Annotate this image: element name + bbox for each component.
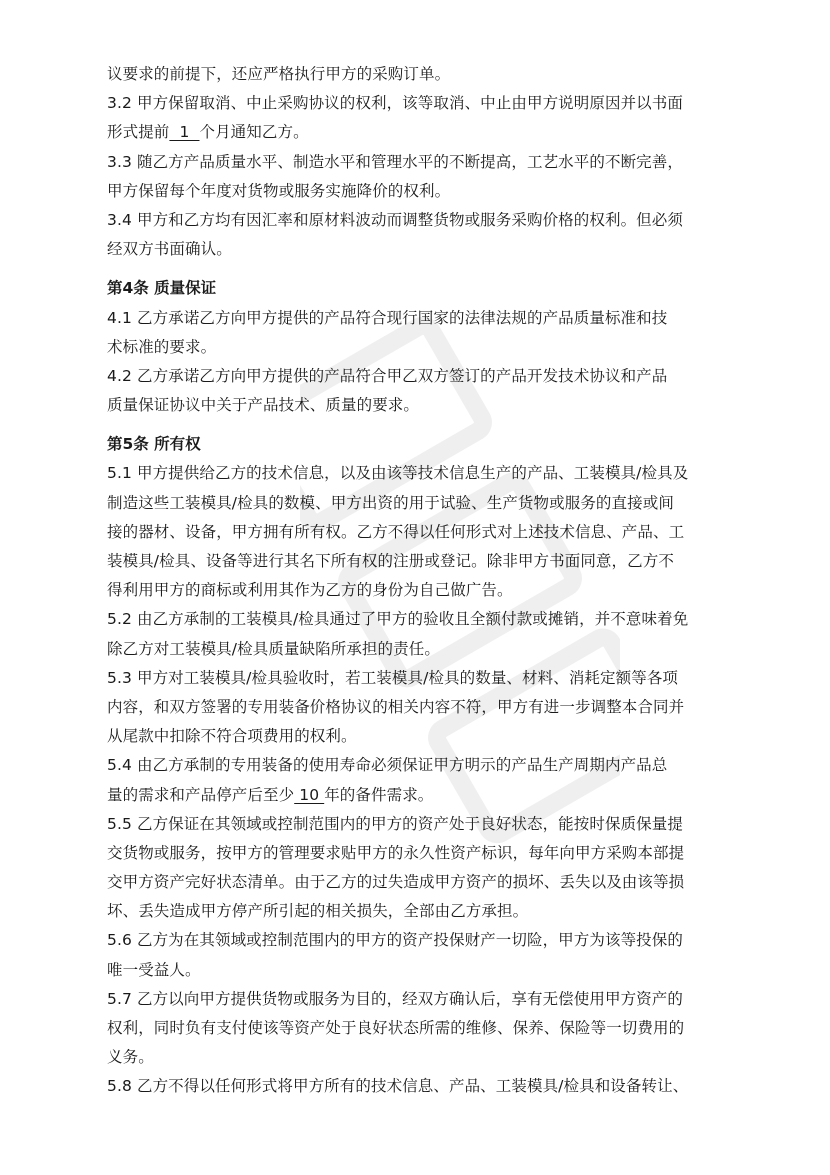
text-line: 5.5 乙方保证在其领域或控制范围内的甲方的资产处于良好状态，能按时保质保量提 (107, 814, 683, 833)
text-line: 坏、丢失造成甲方停产所引起的相关损失，全部由乙方承担。 (107, 902, 529, 921)
document-body (107, 60, 727, 1102)
text-line: 甲方保留每个年度对货物或服务实施降价的权利。 (107, 181, 451, 200)
line-text-after: 年的备件需求。 (324, 785, 434, 804)
text-line: 5.4 由乙方承制的专用装备的使用寿命必须保证甲方明示的产品生产周期内产品总 (107, 756, 668, 775)
text-line: 权利，同时负有支付使该等资产处于良好状态所需的维修、保养、保险等一切费用的 (107, 1019, 685, 1037)
text-line: 接的器材、设备，甲方拥有所有权。乙方不得以任何形式对上述技术信息、产品、工 (107, 522, 685, 541)
paragraph (107, 751, 727, 809)
paragraph (107, 459, 727, 605)
paragraph (107, 206, 727, 264)
paragraph (107, 148, 727, 206)
paragraph (107, 304, 727, 362)
text-line (107, 781, 727, 810)
text-line: 5.3 甲方对工装模具/检具验收时，若工装模具/检具的数量、材料、消耗定额等各项 (107, 668, 679, 687)
paragraph (107, 985, 727, 1073)
text-line: 除乙方对工装模具/检具质量缺陷所承担的责任。 (107, 639, 440, 658)
text-line: 术标准的要求。 (107, 337, 217, 356)
text-line: 交甲方资产完好状态清单。由于乙方的过失造成甲方资产的损坏、丢失以及由该等损 (107, 873, 685, 892)
paragraph (107, 89, 727, 147)
text-line: 4.1 乙方承诺乙方向甲方提供的产品符合现行国家的法律法规的产品质量标准和技 (107, 308, 668, 327)
fill-in-value: 10 (294, 785, 325, 804)
text-line: 得利用甲方的商标或利用其作为乙方的身份为自己做广告。 (107, 581, 513, 600)
paragraph (107, 926, 727, 984)
paragraph (107, 605, 727, 663)
fill-in-value: 1 (169, 123, 200, 142)
text-line: 3.4 甲方和乙方均有因汇率和原材料波动而调整货物或服务采购价格的权利。但必须 (107, 210, 683, 229)
text-line: 经双方书面确认。 (107, 240, 232, 259)
text-line: 从尾款中扣除不符合项费用的权利。 (107, 727, 357, 746)
text-line: 交货物或服务，按甲方的管理要求贴甲方的永久性资产标识，每年向甲方采购本部提 (107, 843, 685, 862)
line-text-before: 形式提前 (107, 123, 170, 142)
text-line: 装模具/检具、设备等进行其名下所有权的注册或登记。除非甲方书面同意，乙方不 (107, 552, 674, 570)
text-line: 5.1 甲方提供给乙方的技术信息，以及由该等技术信息生产的产品、工装模具/检具及 (107, 464, 689, 483)
text-line: 唯一受益人。 (107, 960, 201, 979)
text-line: 5.6 乙方为在其领域或控制范围内的甲方的资产投保财产一切险，甲方为该等投保的 (107, 931, 683, 950)
section-heading: 第5条 所有权 (107, 435, 201, 454)
paragraph (107, 810, 727, 927)
line-text-before: 量的需求和产品停产后至少 (107, 785, 295, 804)
text-line: 内容，和双方签署的专用装备价格协议的相关内容不符，甲方有进一步调整本合同并 (107, 697, 685, 716)
text-line: 5.7 乙方以向甲方提供货物或服务为目的，经双方确认后，享有无偿使用甲方资产的 (107, 989, 683, 1008)
text-line: 3.3 随乙方产品质量水平、制造水平和管理水平的不断提高，工艺水平的不断完善， (107, 152, 683, 171)
section-heading: 第4条 质量保证 (107, 279, 217, 298)
paragraph (107, 362, 727, 420)
paragraph (107, 60, 727, 89)
text-line: 5.2 由乙方承制的工装模具/检具通过了甲方的验收且全额付款或摊销，并不意味着免 (107, 610, 689, 629)
text-line: 5.8 乙方不得以任何形式将甲方所有的技术信息、产品、工装模具/检具和设备转让、 (107, 1077, 689, 1096)
text-line: 4.2 乙方承诺乙方向甲方提供的产品符合甲乙双方签订的产品开发技术协议和产品 (107, 366, 668, 385)
paragraph (107, 664, 727, 752)
text-line (107, 118, 727, 147)
paragraph (107, 1072, 727, 1101)
text-line: 议要求的前提下，还应严格执行甲方的采购订单。 (107, 65, 451, 83)
text-line: 3.2 甲方保留取消、中止采购协议的权利，该等取消、中止由甲方说明原因并以书面 (107, 94, 683, 113)
text-line: 质量保证协议中关于产品技术、质量的要求。 (107, 396, 420, 415)
line-text-after: 个月通知乙方。 (199, 123, 309, 142)
text-line: 义务。 (107, 1048, 154, 1067)
text-line: 制造这些工装模具/检具的数模、甲方出资的用于试验、生产货物或服务的直接或间 (107, 493, 674, 512)
